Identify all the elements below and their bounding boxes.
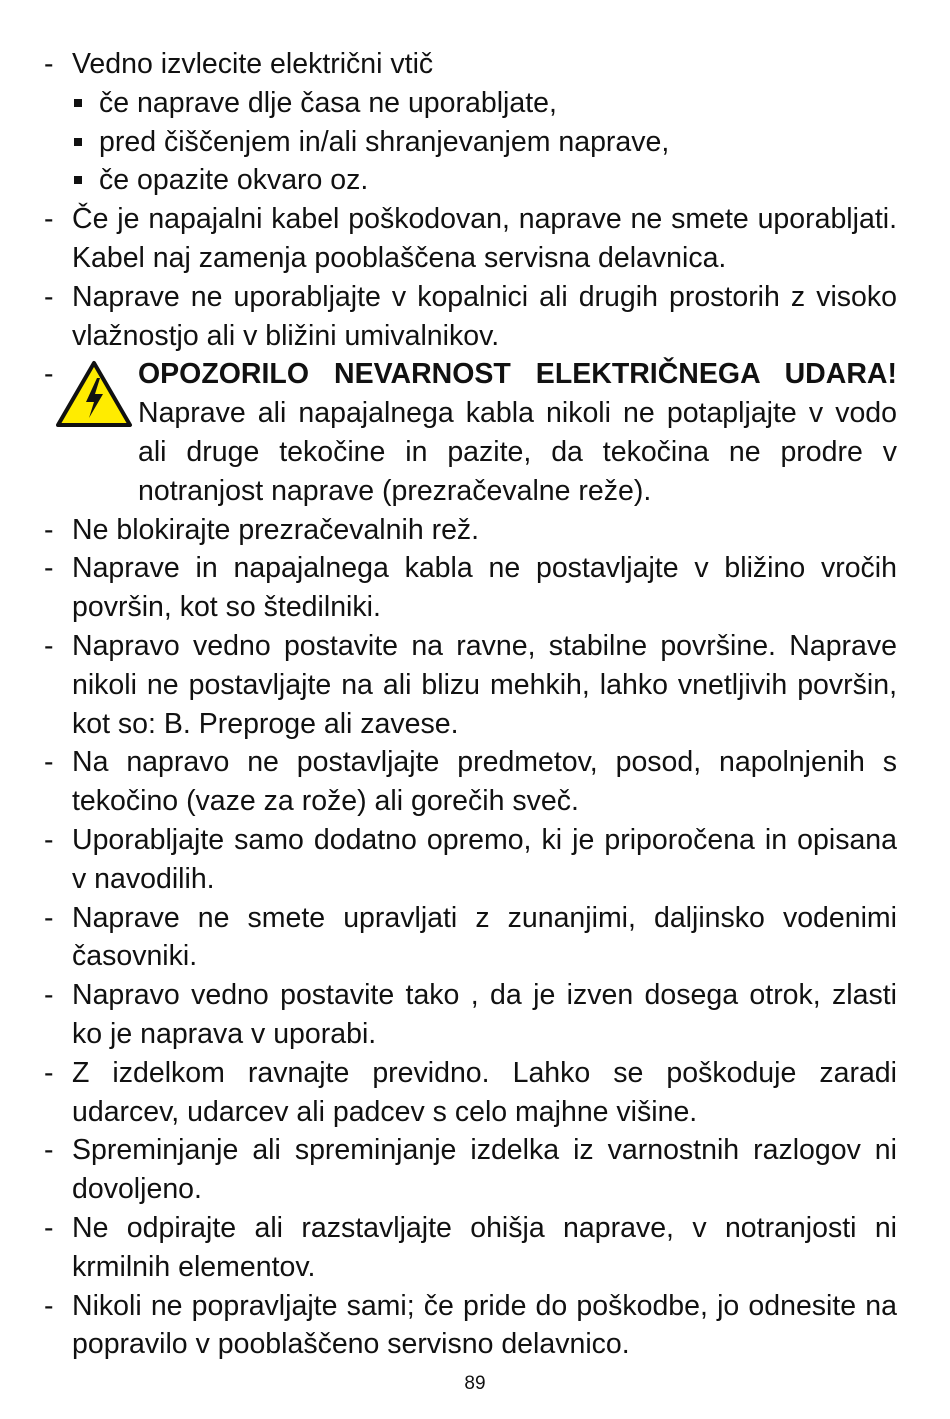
- list-item: [44, 627, 897, 743]
- warning-heading: OPOZORILO NEVARNOST ELEKTRIČNEGA UDARA!: [138, 358, 897, 391]
- list-item: [44, 549, 897, 627]
- high-voltage-warning-icon: [55, 360, 133, 428]
- sub-item-text: če opazite okvaro oz.: [99, 164, 369, 197]
- sub-list-item: [72, 123, 897, 162]
- list-item: [44, 976, 897, 1054]
- square-bullet-icon: [74, 138, 82, 146]
- list-item: [44, 511, 897, 550]
- list-item: [44, 1287, 897, 1365]
- item-text: Naprave ne smete upravljati z zunanjimi, daljinsko vodenimi časovniki.: [72, 901, 897, 973]
- square-bullet-icon: [74, 99, 82, 107]
- sub-item-text: pred čiščenjem in/ali shranjevanjem naprave,: [99, 125, 670, 158]
- dash-marker: -: [44, 746, 54, 779]
- dash-marker: -: [44, 901, 54, 934]
- list-item: [44, 1209, 897, 1287]
- square-bullet-icon: [74, 176, 82, 184]
- item-text: Ne blokirajte prezračevalnih rež.: [72, 513, 480, 546]
- dash-marker: -: [44, 552, 54, 585]
- list-item: [44, 200, 897, 278]
- dash-marker: -: [44, 1211, 54, 1244]
- item-text: Ne odpirajte ali razstavljajte ohišja naprave, v notranjosti ni krmilnih elementov.: [72, 1211, 897, 1283]
- item-text: Napravo vedno postavite tako , da je izven dosega otrok, zlasti ko je naprava v uporabi.: [72, 979, 897, 1050]
- dash-marker: -: [44, 48, 54, 80]
- item-text: Naprave in napajalnega kabla ne postavljajte v bližino vročih površin, kot so štedilniki.: [72, 552, 897, 624]
- item-text: Uporabljajte samo dodatno opremo, ki je priporočena in opisana v navodilih.: [72, 823, 897, 895]
- dash-marker: -: [44, 1289, 54, 1322]
- dash-marker: -: [44, 358, 54, 391]
- dash-marker: -: [44, 1056, 54, 1089]
- sub-list-item: [72, 161, 897, 200]
- list-item: [44, 743, 897, 821]
- item-text: Spreminjanje ali spreminjanje izdelka iz varnostnih razlogov ni dovoljeno.: [72, 1134, 897, 1206]
- dash-marker: -: [44, 203, 54, 236]
- dash-marker: -: [44, 823, 54, 856]
- sub-list: [44, 84, 897, 200]
- sub-item-text: če naprave dlje časa ne uporabljate,: [99, 86, 557, 119]
- item-text: Napravo vedno postavite na ravne, stabilne površine. Naprave nikoli ne postavljajte na ali blizu mehkih, lahko vnetljivih površin, kot so: B. Preproge ali zavese.: [72, 629, 897, 740]
- warning-item: [44, 355, 897, 510]
- list-item: [44, 899, 897, 977]
- item-text: Naprave ne uporabljajte v kopalnici ali drugih prostorih z visoko vlažnostjo ali v bližini umivalnikov.: [72, 280, 897, 352]
- sub-list-item: [72, 84, 897, 123]
- list-item: [44, 1131, 897, 1209]
- dash-marker: -: [44, 280, 54, 313]
- dash-marker: -: [44, 513, 54, 546]
- page-number: 89: [464, 1373, 486, 1394]
- dash-marker: -: [44, 629, 54, 662]
- dash-marker: -: [44, 1134, 54, 1167]
- dash-marker: -: [44, 979, 54, 1012]
- item-text: Z izdelkom ravnajte previdno. Lahko se poškoduje zaradi udarcev, udarcev ali padcev s celo majhne višine.: [72, 1056, 897, 1128]
- list-item: [44, 45, 897, 84]
- list-item: [44, 278, 897, 356]
- item-text: Če je napajalni kabel poškodovan, naprave ne smete uporabljati. Kabel naj zamenja pooblaščena servisna delavnica.: [72, 203, 897, 274]
- safety-instructions: [44, 45, 897, 1364]
- list-item: [44, 821, 897, 899]
- list-item: [44, 1054, 897, 1132]
- warning-text: Naprave ali napajalnega kabla nikoli ne potapljajte v vodo ali druge tekočine in pazite, da tekočina ne prodre v notranjost naprave (prezračevalne reže).: [138, 397, 897, 507]
- item-text: Vedno izvlecite električni vtič: [72, 48, 434, 80]
- item-text: Nikoli ne popravljajte sami; če pride do poškodbe, jo odnesite na popravilo v pooblaščeno servisno delavnico.: [72, 1289, 897, 1361]
- item-text: Na napravo ne postavljajte predmetov, posod, napolnjenih s tekočino (vaze za rože) ali gorečih sveč.: [72, 746, 897, 818]
